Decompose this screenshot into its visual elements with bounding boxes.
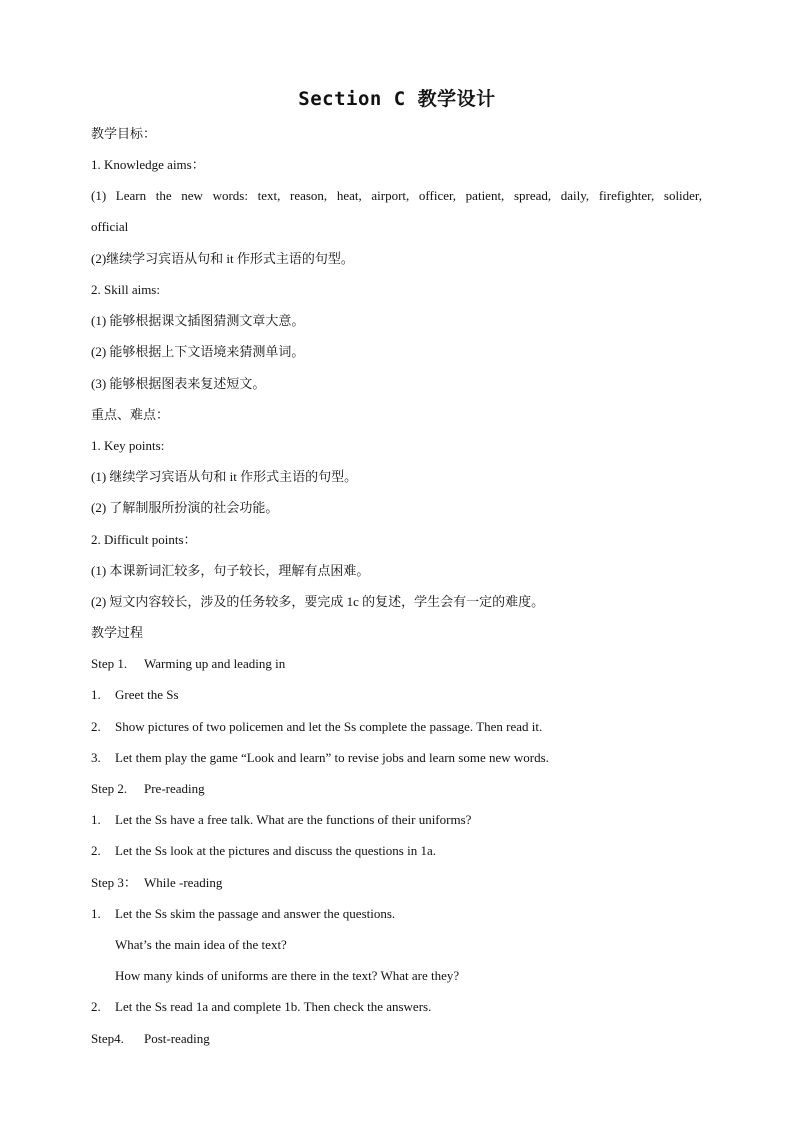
list-item	[91, 906, 395, 922]
list-number: 2.	[91, 843, 101, 858]
page-title: Section C 教学设计	[298, 88, 496, 110]
new-words-line: (1) Learn the new words: text, reason, heat, airport, officer, patient, spread, daily, firefighter, solider,	[91, 188, 702, 203]
list-text: Show pictures of two policemen and let the Ss complete the passage. Then read it.	[115, 719, 543, 734]
list-number: 2.	[91, 719, 101, 734]
list-number: 1.	[91, 812, 101, 827]
step-4-text: Post-reading	[144, 1031, 210, 1046]
list-number: 1.	[91, 687, 101, 702]
aim-2: (2)继续学习宾语从句和 it 作形式主语的句型。	[91, 251, 354, 266]
list-number: 2.	[91, 999, 101, 1014]
step-1-label: Step 1.	[91, 656, 128, 671]
knowledge-aims: 1. Knowledge aims：	[91, 157, 205, 172]
skill-1: (1) 能够根据课文插图猜测文章大意。	[91, 313, 305, 328]
step-1	[91, 656, 285, 672]
step-2-text: Pre-reading	[144, 781, 205, 796]
list-subitem: What’s the main idea of the text?	[115, 937, 287, 952]
step-3	[91, 875, 222, 891]
list-item	[91, 687, 179, 703]
list-number: 3.	[91, 750, 101, 765]
list-item	[91, 999, 431, 1015]
process-heading: 教学过程	[91, 625, 144, 640]
list-subitem: How many kinds of uniforms are there in the text? What are they?	[115, 968, 460, 983]
step-3-label: Step 3：	[91, 875, 137, 890]
skill-aims: 2. Skill aims:	[91, 282, 160, 297]
list-item	[91, 750, 549, 766]
key-points: 1. Key points:	[91, 438, 165, 453]
list-text: Let the Ss have a free talk. What are the functions of their uniforms?	[115, 812, 472, 827]
key-point-2: (2) 了解制服所扮演的社会功能。	[91, 500, 279, 515]
step-1-text: Warming up and leading in	[144, 656, 286, 671]
skill-2: (2) 能够根据上下文语境来猜测单词。	[91, 344, 305, 359]
difficult-point-1: (1) 本课新词汇较多，句子较长，理解有点困难。	[91, 563, 370, 578]
list-text: Let them play the game “Look and learn” to revise jobs and learn some new words.	[115, 750, 549, 765]
list-item	[91, 812, 471, 828]
skill-3: (3) 能够根据图表来复述短文。	[91, 376, 266, 391]
list-text: Greet the Ss	[115, 687, 179, 702]
list-item	[91, 719, 542, 735]
step-2-label: Step 2.	[91, 781, 128, 796]
objectives-heading: 教学目标：	[91, 126, 157, 141]
key-point-1: (1) 继续学习宾语从句和 it 作形式主语的句型。	[91, 469, 358, 484]
step-3-text: While -reading	[144, 875, 223, 890]
list-text: Let the Ss skim the passage and answer the questions.	[115, 906, 396, 921]
list-number: 1.	[91, 906, 101, 921]
step-4-label: Step4.	[91, 1031, 124, 1046]
step-4	[91, 1031, 210, 1047]
difficult-point-2: (2) 短文内容较长，涉及的任务较多，要完成 1c 的复述，学生会有一定的难度。	[91, 594, 545, 609]
list-text: Let the Ss look at the pictures and discuss the questions in 1a.	[115, 843, 436, 858]
list-item	[91, 843, 436, 859]
key-difficult-heading: 重点、难点：	[91, 407, 170, 422]
list-text: Let the Ss read 1a and complete 1b. Then check the answers.	[115, 999, 432, 1014]
new-words-continued: official	[91, 219, 129, 234]
difficult-points: 2. Difficult points：	[91, 532, 197, 547]
step-2	[91, 781, 205, 797]
